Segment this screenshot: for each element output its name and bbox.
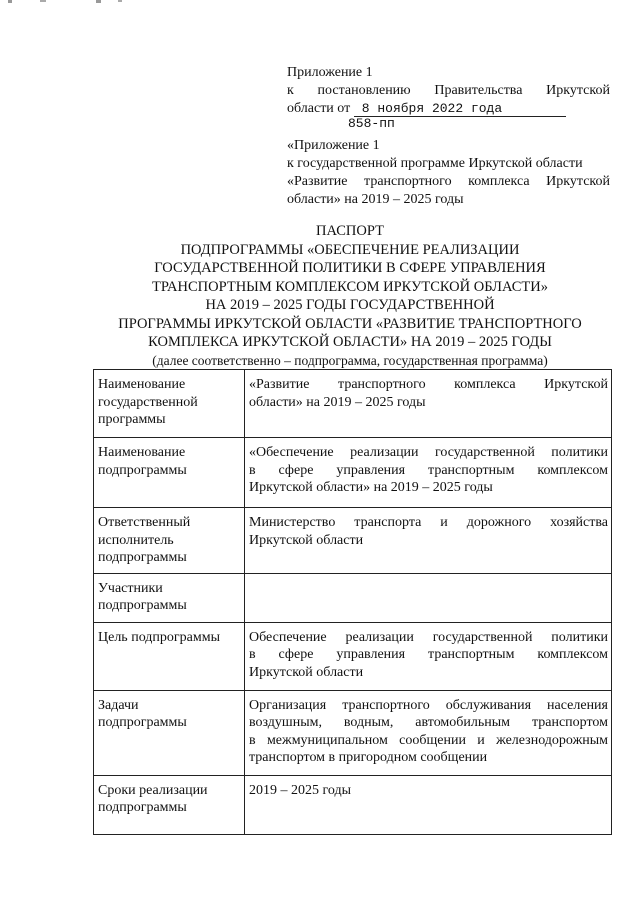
annex-line: к государственной программе Иркутской области — [287, 156, 583, 171]
row-label — [94, 622, 245, 690]
appendix-header — [287, 64, 610, 118]
date-prefix: области от — [287, 101, 351, 116]
title-line: ПРОГРАММЫ ИРКУТСКОЙ ОБЛАСТИ «РАЗВИТИЕ ТРАНСПОРТНОГО — [118, 315, 582, 332]
value-line: Иркутской области — [249, 532, 364, 548]
table-row — [94, 622, 612, 690]
title-line: ПАСПОРТ — [316, 223, 384, 239]
table-row — [94, 573, 612, 622]
title-line: ТРАНСПОРТНЫМ КОМПЛЕКСОМ ИРКУТСКОЙ ОБЛАСТИ» — [151, 278, 549, 295]
value-line: Иркутской области — [249, 664, 364, 680]
scan-artifact-marks — [0, 0, 140, 6]
label-line: государственной — [98, 394, 198, 410]
row-value-empty — [245, 573, 612, 622]
annex-line: области» на 2019 – 2025 годы — [287, 192, 464, 207]
row-value — [245, 370, 612, 438]
passport-table — [93, 369, 612, 835]
label-line: Участники — [98, 580, 163, 596]
passport-title — [90, 222, 610, 370]
title-line: КОМПЛЕКСА ИРКУТСКОЙ ОБЛАСТИ» НА 2019 – 2025 ГОДЫ — [148, 334, 552, 350]
row-label — [94, 438, 245, 508]
value-line: воздушным, водным, автомобильным транспортом — [249, 715, 608, 730]
value-line: в сфере управления транспортным комплексом — [249, 462, 608, 478]
label-line: подпрограммы — [98, 462, 187, 478]
value-line: Министерство транспорта и дорожного хозяйства — [249, 515, 608, 530]
row-label — [94, 775, 245, 834]
word: Правительства — [434, 83, 523, 98]
label-line: программы — [98, 412, 166, 427]
table-row — [94, 438, 612, 508]
row-value — [245, 622, 612, 690]
value-line: Организация транспортного обслуживания населения — [249, 697, 608, 713]
row-label — [94, 690, 245, 775]
table-row — [94, 690, 612, 775]
resolution-number: 858-пп — [348, 116, 395, 131]
word: постановлению — [317, 83, 411, 98]
value-line: «Обеспечение реализации государственной политики — [249, 445, 608, 460]
title-subtitle: (далее соответственно – подпрограмма, государственная программа) — [152, 352, 548, 368]
value-line: Иркутской области» на 2019 – 2025 годы — [249, 480, 493, 495]
value-line: области» на 2019 – 2025 годы — [249, 394, 426, 410]
value-line: транспортом в пригородном сообщении — [249, 750, 488, 765]
resolution-date: 8 ноября 2022 года — [354, 101, 566, 117]
value-line: «Развитие транспортного комплекса Иркутской — [249, 377, 608, 392]
word: Иркутской — [546, 83, 610, 98]
value-line: в межмуниципальном сообщении и железнодорожным — [249, 732, 608, 748]
label-line: Наименование — [98, 445, 186, 460]
label-line: исполнитель — [98, 532, 174, 548]
row-value — [245, 690, 612, 775]
value-line: Обеспечение реализации государственной политики — [249, 629, 608, 645]
value-line: в сфере управления транспортным комплексом — [249, 647, 608, 662]
table-row — [94, 370, 612, 438]
row-value — [245, 508, 612, 574]
row-value — [245, 775, 612, 834]
row-value — [245, 438, 612, 508]
annex-reference — [287, 137, 610, 209]
label-line: подпрограммы — [98, 550, 187, 565]
title-line: ПОДПРОГРАММЫ «ОБЕСПЕЧЕНИЕ РЕАЛИЗАЦИИ — [180, 241, 520, 258]
label-line: Задачи — [98, 697, 139, 713]
label-line: подпрограммы — [98, 800, 187, 815]
row-label — [94, 573, 245, 622]
title-line: НА 2019 – 2025 ГОДЫ ГОСУДАРСТВЕННОЙ — [205, 297, 495, 313]
annex-line: «Приложение 1 — [287, 138, 380, 153]
title-line: ГОСУДАРСТВЕННОЙ ПОЛИТИКИ В СФЕРЕ УПРАВЛЕНИЯ — [154, 260, 546, 276]
appendix-date-line — [287, 100, 610, 118]
word: к — [287, 83, 294, 98]
value-line: 2019 – 2025 годы — [249, 782, 352, 798]
annex-line: «Развитие транспортного комплекса Иркутской — [287, 174, 610, 189]
table-row — [94, 775, 612, 834]
label-line: Сроки реализации — [98, 782, 208, 798]
label-line: Ответственный — [98, 515, 191, 530]
label-line: Наименование — [98, 377, 186, 392]
label-line: подпрограммы — [98, 715, 187, 730]
appendix-resolution-line — [287, 82, 610, 100]
appendix-title: Приложение 1 — [287, 65, 373, 80]
row-label — [94, 508, 245, 574]
label-line: Цель подпрограммы — [98, 629, 220, 645]
row-label — [94, 370, 245, 438]
table-row — [94, 508, 612, 574]
label-line: подпрограммы — [98, 598, 187, 613]
